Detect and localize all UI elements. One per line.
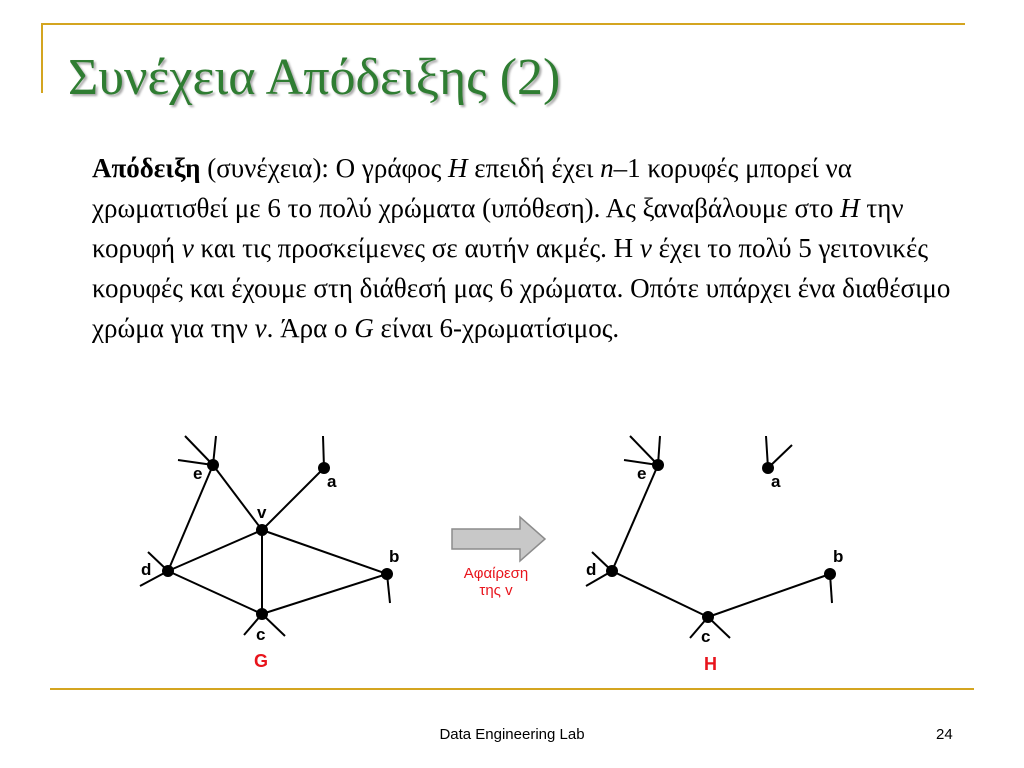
- var-v: v: [181, 233, 194, 263]
- proof-lead: Απόδειξη: [92, 153, 201, 183]
- var-H: H: [448, 153, 468, 183]
- edge-e-v: [213, 465, 262, 530]
- graph-G-name: G: [254, 651, 269, 671]
- var-v: v: [639, 233, 652, 263]
- label-a-H: a: [771, 472, 781, 491]
- text-segment: είναι 6-χρωματίσιμος.: [373, 313, 620, 343]
- graph-H-labels: [586, 464, 843, 646]
- label-d-G: d: [141, 560, 152, 579]
- text-segment: έχει το πολύ 5 γειτονικές κορυφές και έχουμε στη διάθεσή μας 6 χρώματα. Οπότε υπάρχει ένα διαθέσιμο χρώμα για την: [92, 233, 951, 343]
- vertex-c-G: [256, 608, 268, 620]
- edge-v-b: [262, 530, 387, 574]
- edge-d-c-H: [612, 571, 708, 617]
- transform-arrow: [452, 517, 545, 561]
- var-H: H: [840, 193, 860, 223]
- text-segment: –1 κορυφές μπορεί να χρωματισθεί με 6 το πολύ χρώματα (υπόθεση). Ας ξαναβάλουμε στο: [92, 153, 852, 223]
- graph-G-labels: [141, 464, 399, 644]
- footer-separator: [50, 688, 974, 690]
- text-segment: . Άρα ο: [266, 313, 355, 343]
- text-segment: επειδή έχει: [467, 153, 601, 183]
- text-segment: και τις προσκείμενες σε αυτήν ακμές. Η: [193, 233, 640, 263]
- slide-title: Συνέχεια Απόδειξης (2): [68, 49, 561, 106]
- vertex-v-G: [256, 524, 268, 536]
- graph-H-name: H: [704, 654, 717, 674]
- label-c-G: c: [256, 625, 266, 644]
- graph-G-edges: [140, 436, 390, 636]
- edge-e-d-H: [612, 465, 658, 571]
- arrow-label-line1: Αφαίρεση: [463, 565, 529, 582]
- vertex-c-H: [702, 611, 714, 623]
- label-e-H: e: [637, 464, 647, 483]
- graph-H-edges: [586, 436, 832, 638]
- page-number: 24: [936, 726, 953, 743]
- arrow-label-line2: της v: [479, 582, 513, 599]
- text-segment: την κορυφή: [92, 193, 904, 263]
- label-d-H: d: [586, 560, 597, 579]
- edge-d-c: [168, 571, 262, 614]
- label-v-G: v: [257, 503, 267, 522]
- text-segment: (συνέχεια): Ο γράφος: [200, 153, 449, 183]
- var-n: n: [600, 153, 614, 183]
- vertex-b-G: [381, 568, 393, 580]
- edge-c-b: [262, 574, 387, 614]
- label-b-G: b: [389, 547, 400, 566]
- graph-G-vertices: [162, 459, 393, 620]
- vertex-e-H: [652, 459, 664, 471]
- label-a-G: a: [327, 472, 337, 491]
- var-G: G: [354, 313, 374, 343]
- vertex-e-G: [207, 459, 219, 471]
- vertex-d-H: [606, 565, 618, 577]
- label-c-H: c: [701, 627, 711, 646]
- edge-a-v: [262, 468, 324, 530]
- label-b-H: b: [833, 547, 844, 566]
- graph-H-vertices: [606, 459, 836, 623]
- vertex-d-G: [162, 565, 174, 577]
- edge-c-b-H: [708, 574, 830, 617]
- var-v: v: [254, 313, 267, 343]
- vertex-b-H: [824, 568, 836, 580]
- footer-lab: Data Engineering Lab: [439, 726, 585, 743]
- label-e-G: e: [193, 464, 203, 483]
